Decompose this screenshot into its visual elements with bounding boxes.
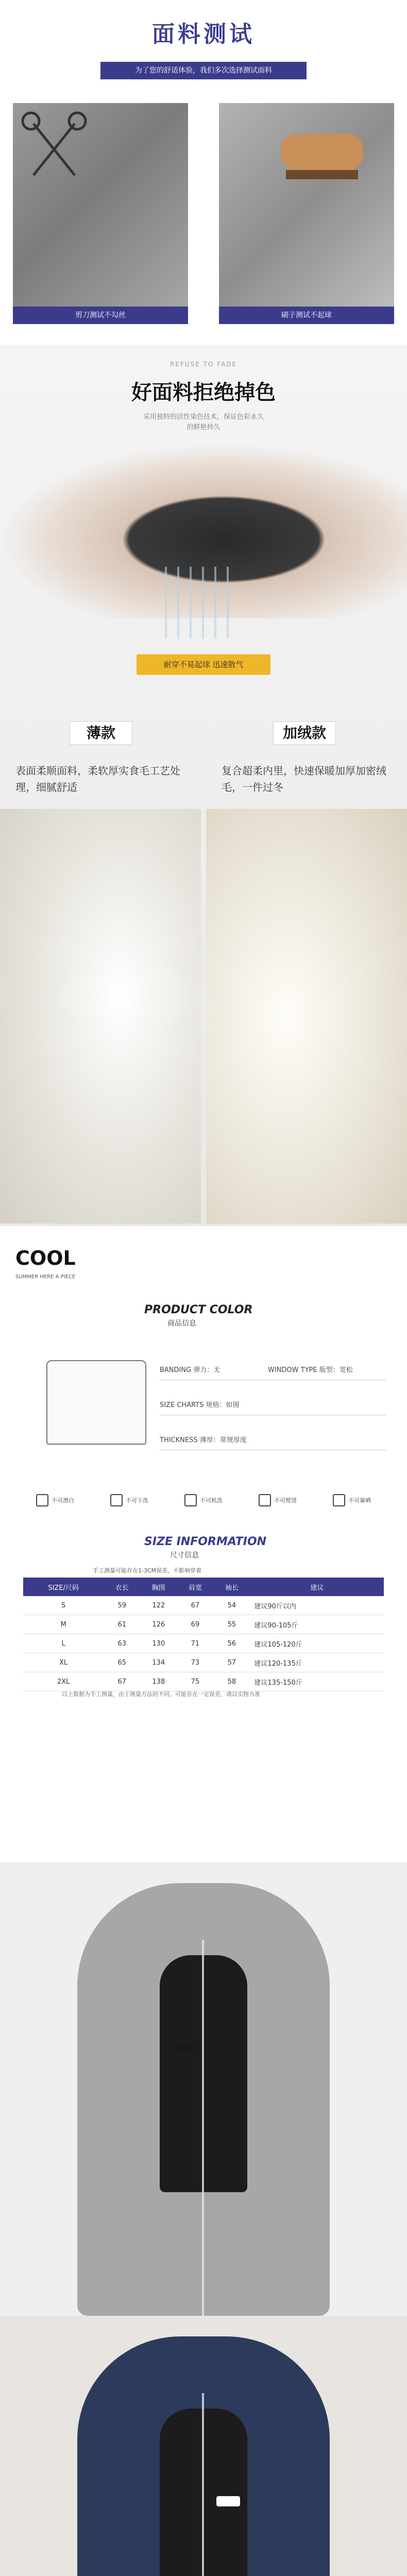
thin-kind-title: 薄款 (70, 721, 132, 745)
fleece-kind-title: 加绒款 (273, 721, 336, 745)
info-thickness: THICKNESS 薄厚：常规厚度 (160, 1436, 247, 1444)
col-shoulder: 肩宽 (177, 1578, 213, 1596)
scissors-test-photo (13, 103, 188, 307)
zipper (202, 1940, 204, 2316)
col-size: SIZE/尺码 (23, 1578, 104, 1596)
col-sleeve: 袖长 (213, 1578, 250, 1596)
tshirt-diagram-icon (46, 1360, 146, 1445)
care-item: 不可机洗 (184, 1490, 223, 1511)
size-note: 手工测量可能存在1-3CM误差，不影响穿着 (93, 1567, 202, 1574)
model-photo-gray (0, 1862, 407, 2316)
size-table (23, 1578, 384, 1691)
care-item: 不可熨烫 (259, 1490, 297, 1511)
col-chest: 胸围 (140, 1578, 177, 1596)
table-row: 2XL 67 138 75 58 建议135-150斤 (23, 1672, 384, 1691)
thin-fabric-photo (0, 809, 201, 1224)
chest-logo-icon (216, 2496, 240, 2506)
table-row: L 63 130 71 56 建议105-120斤 (23, 1634, 384, 1653)
fleece-kind-description: 复合超柔内里，快速保暖加厚加密绒毛，一件过冬 (222, 765, 386, 793)
model-photo-navy (0, 2316, 407, 2576)
care-item: 不可暴晒 (333, 1490, 371, 1511)
care-item: 不可漂白 (36, 1490, 74, 1511)
table-row: S 59 122 67 54 建议90斤以内 (23, 1596, 384, 1615)
fabric-test-subtitle: 为了您的舒适体验，我们多次选择测试面料 (100, 62, 307, 79)
zipper (202, 2393, 204, 2576)
no-machine-wash-icon (184, 1494, 197, 1506)
size-info-title-cn: 尺寸信息 (170, 1551, 199, 1560)
info-size-charts: SIZE CHARTS 规格：如图 (160, 1401, 240, 1409)
brush-test-photo (219, 103, 394, 307)
info-row (160, 1431, 386, 1450)
stain-eyebrow: REFUSE TO FADE (169, 361, 238, 368)
info-row (160, 1396, 386, 1415)
size-footnote: 以上数据为手工测量，由于测量方法的不同，可能存在一定误差，请以实物为准 (62, 1691, 260, 1698)
no-iron-icon (259, 1494, 271, 1506)
care-item: 不可干洗 (110, 1490, 148, 1511)
info-window: WINDOW TYPE 版型：宽松 (268, 1366, 353, 1374)
info-row (160, 1361, 386, 1380)
info-banding: BANDING 弹力：无 (160, 1366, 221, 1374)
product-color-title: PRODUCT COLOR (144, 1303, 253, 1316)
product-info-section (0, 1226, 407, 1862)
product-color-title-cn: 商品信息 (167, 1319, 196, 1328)
brush-test-caption: 刷子测试不起球 (219, 307, 394, 324)
col-advice: 建议 (250, 1578, 384, 1596)
brand-logo: COOL (15, 1247, 76, 1269)
scissors-test-caption: 剪刀测试不勾丝 (13, 307, 188, 324)
size-table-header (23, 1578, 384, 1596)
brand-tagline: SUMMER HERE A PIECE (15, 1274, 76, 1280)
chest-logo-icon (170, 2043, 194, 2053)
no-bleach-icon (36, 1494, 48, 1506)
table-row: M 61 126 69 55 建议90-105斤 (23, 1615, 384, 1634)
no-sun-icon (333, 1494, 345, 1506)
stain-headline: 好面料拒绝掉色 (131, 381, 276, 404)
stain-badge: 耐穿不易起球 迅速散气 (137, 654, 270, 675)
col-length: 衣长 (104, 1578, 140, 1596)
no-dry-clean-icon (110, 1494, 123, 1506)
scissors-icon (13, 103, 188, 307)
table-row: XL 65 134 73 57 建议120-135斤 (23, 1653, 384, 1672)
brush-icon (219, 103, 394, 307)
fabric-test-title: 面料测试 (152, 21, 255, 47)
fleece-fabric-photo (206, 809, 407, 1224)
thin-kind-description: 表面柔顺面料，柔软厚实食毛工艺处理，细腻舒适 (15, 765, 180, 793)
care-instructions (36, 1490, 371, 1511)
size-info-title: SIZE INFORMATION (144, 1535, 267, 1548)
stain-section (0, 345, 407, 1226)
water-drops-graphic (155, 567, 237, 639)
fabric-test-section (0, 0, 407, 345)
stain-description: 采用独特的活性染色技术，保证色彩永久的鲜艳持久 (143, 413, 264, 431)
